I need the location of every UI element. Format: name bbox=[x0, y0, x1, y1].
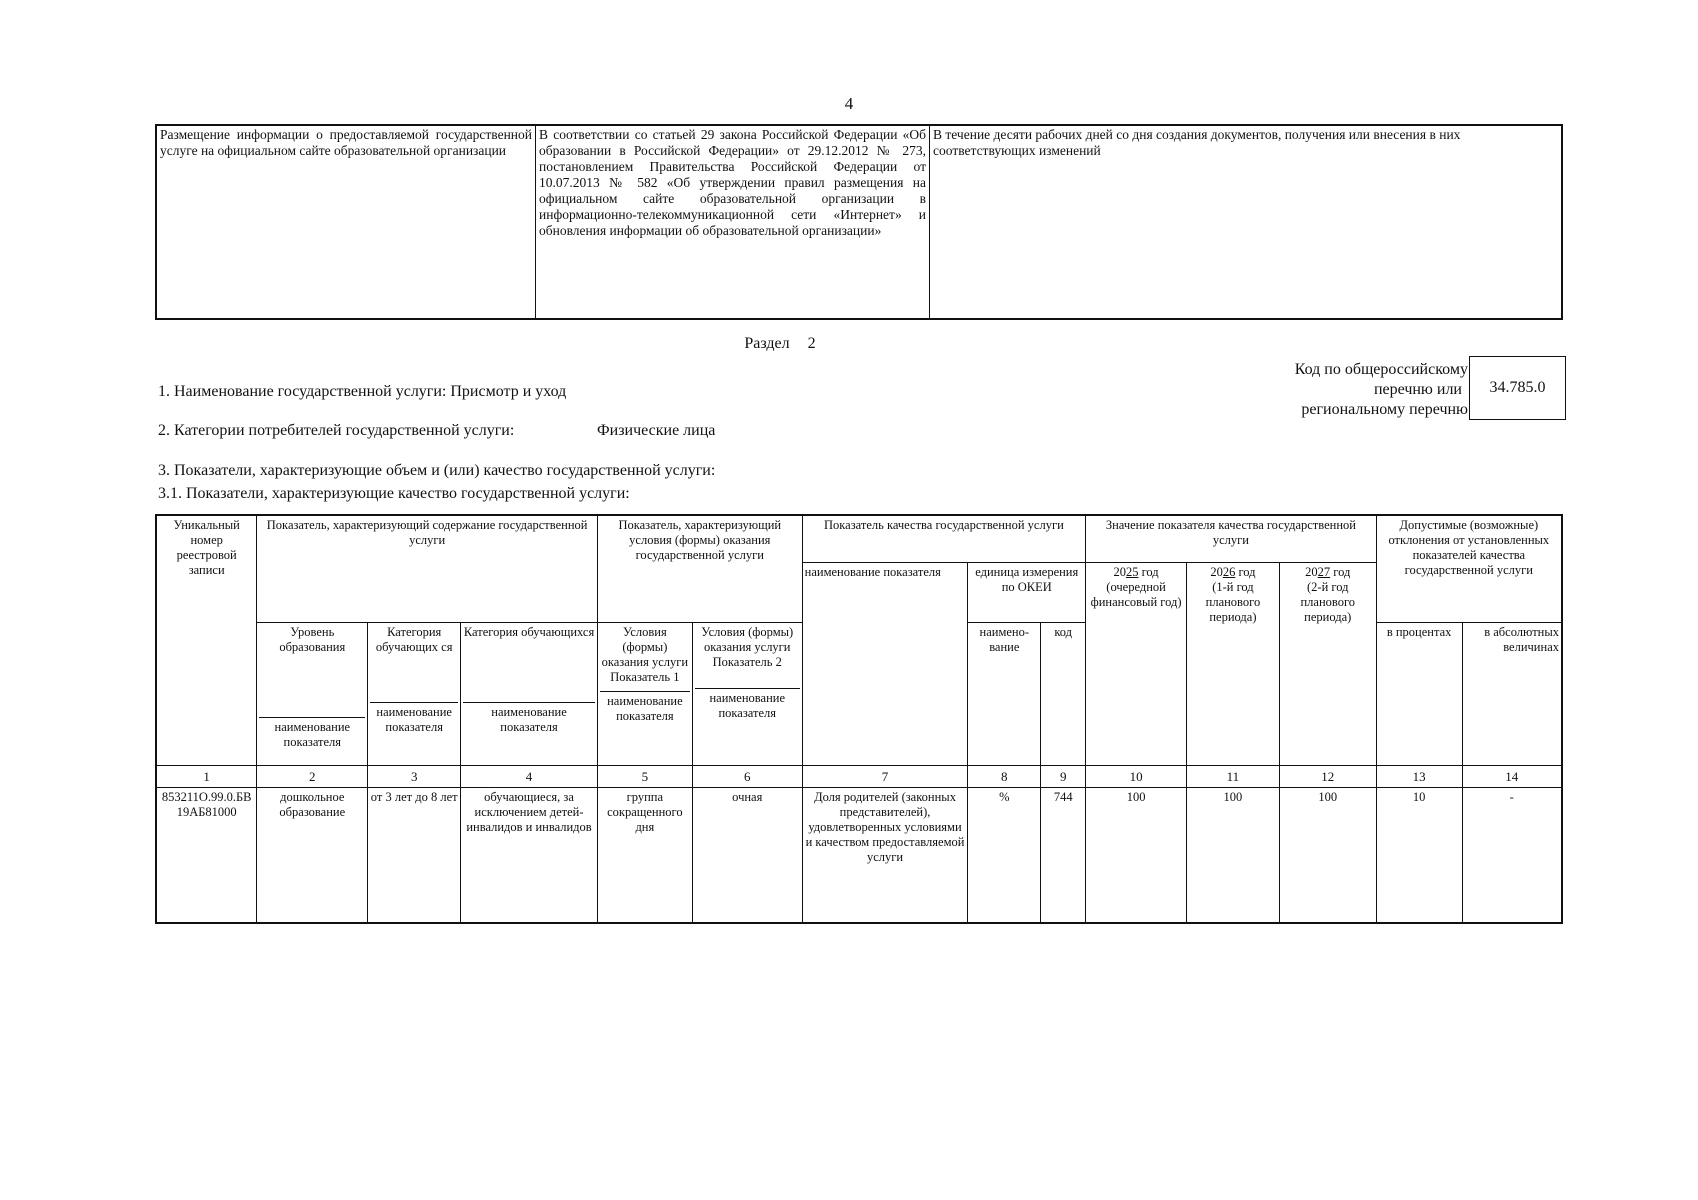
column-number: 3 bbox=[368, 766, 461, 788]
update-frequency-cell: В течение десяти рабочих дней со дня создания документов, получения или внесения в них соответствующих изменений bbox=[930, 125, 1563, 319]
header-year-3 bbox=[1279, 563, 1376, 766]
header-indicator-name: наименование показателя bbox=[802, 563, 968, 766]
header-unit-okei: единица измерения по ОКЕИ bbox=[968, 563, 1086, 623]
registry-code-box bbox=[1469, 356, 1566, 420]
subheader-indicator-name: наименование показателя bbox=[600, 691, 690, 724]
year-1-note: (очередной финансовый год) bbox=[1090, 580, 1182, 609]
column-number: 6 bbox=[692, 766, 802, 788]
subheader-indicator-name: наименование показателя bbox=[463, 702, 595, 735]
quality-indicators-table bbox=[155, 514, 1563, 924]
info-placement-table bbox=[155, 124, 1563, 320]
subheader-unit-code: код bbox=[1041, 623, 1086, 766]
column-number: 5 bbox=[597, 766, 692, 788]
registry-code-value: 34.785.0 bbox=[1489, 379, 1546, 396]
column-number: 12 bbox=[1279, 766, 1376, 788]
subheader-label: Категория обучающихся bbox=[463, 625, 595, 639]
consumer-category-label: 2. Категории потребителей государственной услуги: bbox=[158, 422, 515, 439]
column-number: 1 bbox=[156, 766, 257, 788]
cell-unique-number: 853211О.99.0.БВ19АБ81000 bbox=[156, 788, 257, 924]
section-label: Раздел bbox=[744, 335, 790, 352]
year-1-value: 25 bbox=[1125, 565, 1139, 579]
column-number: 13 bbox=[1376, 766, 1462, 788]
info-placement-cell: Размещение информации о предоставляемой государственной услуге на официальном сайте образовательной организации bbox=[156, 125, 536, 319]
subheader-student-category-2 bbox=[461, 623, 598, 766]
subheader-student-category-1 bbox=[368, 623, 461, 766]
registry-code-label-line: перечню или bbox=[1373, 381, 1462, 398]
year-1-suffix: год bbox=[1141, 565, 1159, 579]
cell-education-level: дошкольное образование bbox=[257, 788, 368, 924]
section-heading bbox=[0, 335, 1560, 353]
year-2-prefix: 20 bbox=[1210, 565, 1223, 579]
column-number: 10 bbox=[1086, 766, 1187, 788]
column-numbers-row bbox=[156, 766, 1562, 788]
header-allowed-deviations: Допустимые (возможные) отклонения от установленных показателей качества государственной услуги bbox=[1376, 515, 1562, 623]
subheader-unit-name: наимено-вание bbox=[968, 623, 1041, 766]
cell-value-year-3: 100 bbox=[1279, 788, 1376, 924]
column-number: 2 bbox=[257, 766, 368, 788]
header-year-2 bbox=[1187, 563, 1280, 766]
subheader-label: Условия (формы) оказания услуги Показатель 2 bbox=[701, 625, 794, 669]
registry-code-label-line: региональному перечню bbox=[1301, 401, 1468, 418]
year-3-prefix: 20 bbox=[1305, 565, 1318, 579]
service-name: 1. Наименование государственной услуги: Присмотр и уход bbox=[158, 383, 567, 400]
cell-value-year-2: 100 bbox=[1187, 788, 1280, 924]
subheader-deviation-percent: в процентах bbox=[1376, 623, 1462, 766]
page-number: 4 bbox=[844, 94, 854, 113]
header-quality-indicator: Показатель качества государственной услуги bbox=[802, 515, 1085, 563]
year-1-prefix: 20 bbox=[1113, 565, 1126, 579]
column-number: 11 bbox=[1187, 766, 1280, 788]
indicators-heading: 3. Показатели, характеризующие объем и (или) качество государственной услуги: bbox=[158, 462, 716, 479]
cell-student-category: обучающиеся, за исключением детей-инвалидов и инвалидов bbox=[461, 788, 598, 924]
header-service-content: Показатель, характеризующий содержание государственной услуги bbox=[257, 515, 598, 623]
subheader-condition-1 bbox=[597, 623, 692, 766]
header-year-1 bbox=[1086, 563, 1187, 766]
subheader-indicator-name: наименование показателя bbox=[259, 717, 365, 750]
quality-indicators-heading: 3.1. Показатели, характеризующие качество государственной услуги: bbox=[158, 485, 630, 502]
registry-code-label-line: Код по общероссийскому bbox=[1294, 361, 1468, 378]
column-number: 8 bbox=[968, 766, 1041, 788]
subheader-deviation-absolute: в абсолютных величинах bbox=[1462, 623, 1562, 766]
column-number: 14 bbox=[1462, 766, 1562, 788]
subheader-label: Условия (формы) оказания услуги Показатель 1 bbox=[601, 625, 689, 684]
year-3-suffix: год bbox=[1333, 565, 1351, 579]
year-2-suffix: год bbox=[1238, 565, 1256, 579]
legal-basis-cell: В соответствии со статьей 29 закона Российской Федерации «Об образовании в Российской Федерации» от 29.12.2012 № 273, постановлением Правительства Российской Федерации от 10.07.2013 № 582 «Об утверждении правил размещения на официальном сайте образовательной организации в информационно-телекоммуникационной сети «Интернет» и обновления информации об образовательной организации» bbox=[536, 125, 930, 319]
header-service-conditions: Показатель, характеризующий условия (формы) оказания государственной услуги bbox=[597, 515, 802, 623]
header-quality-values: Значение показателя качества государственной услуги bbox=[1086, 515, 1377, 563]
column-number: 9 bbox=[1041, 766, 1086, 788]
cell-deviation-absolute: - bbox=[1462, 788, 1562, 924]
year-2-note: (1-й год планового периода) bbox=[1205, 580, 1261, 624]
subheader-condition-2 bbox=[692, 623, 802, 766]
table-row bbox=[156, 788, 1562, 924]
cell-indicator-name: Доля родителей (законных представителей), удовлетворенных условиями и качеством предоставляемой услуги bbox=[802, 788, 968, 924]
registry-code-label bbox=[1180, 360, 1468, 420]
year-2-value: 26 bbox=[1222, 565, 1236, 579]
subheader-label: Категория обучающих ся bbox=[375, 625, 453, 654]
section-number: 2 bbox=[807, 335, 816, 352]
consumer-category-value: Физические лица bbox=[597, 422, 716, 439]
column-number: 4 bbox=[461, 766, 598, 788]
year-3-note: (2-й год планового периода) bbox=[1300, 580, 1356, 624]
subheader-indicator-name: наименование показателя bbox=[370, 702, 458, 735]
cell-condition-2: очная bbox=[692, 788, 802, 924]
cell-unit-name: % bbox=[968, 788, 1041, 924]
cell-condition-1: группа сокращенного дня bbox=[597, 788, 692, 924]
cell-deviation-percent: 10 bbox=[1376, 788, 1462, 924]
subheader-education-level bbox=[257, 623, 368, 766]
subheader-indicator-name: наименование показателя bbox=[695, 688, 800, 721]
column-number: 7 bbox=[802, 766, 968, 788]
header-unique-number: Уникальный номер реестровой записи bbox=[156, 515, 257, 766]
cell-age-category: от 3 лет до 8 лет bbox=[368, 788, 461, 924]
cell-value-year-1: 100 bbox=[1086, 788, 1187, 924]
cell-unit-code: 744 bbox=[1041, 788, 1086, 924]
year-3-value: 27 bbox=[1317, 565, 1331, 579]
subheader-label: Уровень образования bbox=[279, 625, 346, 654]
